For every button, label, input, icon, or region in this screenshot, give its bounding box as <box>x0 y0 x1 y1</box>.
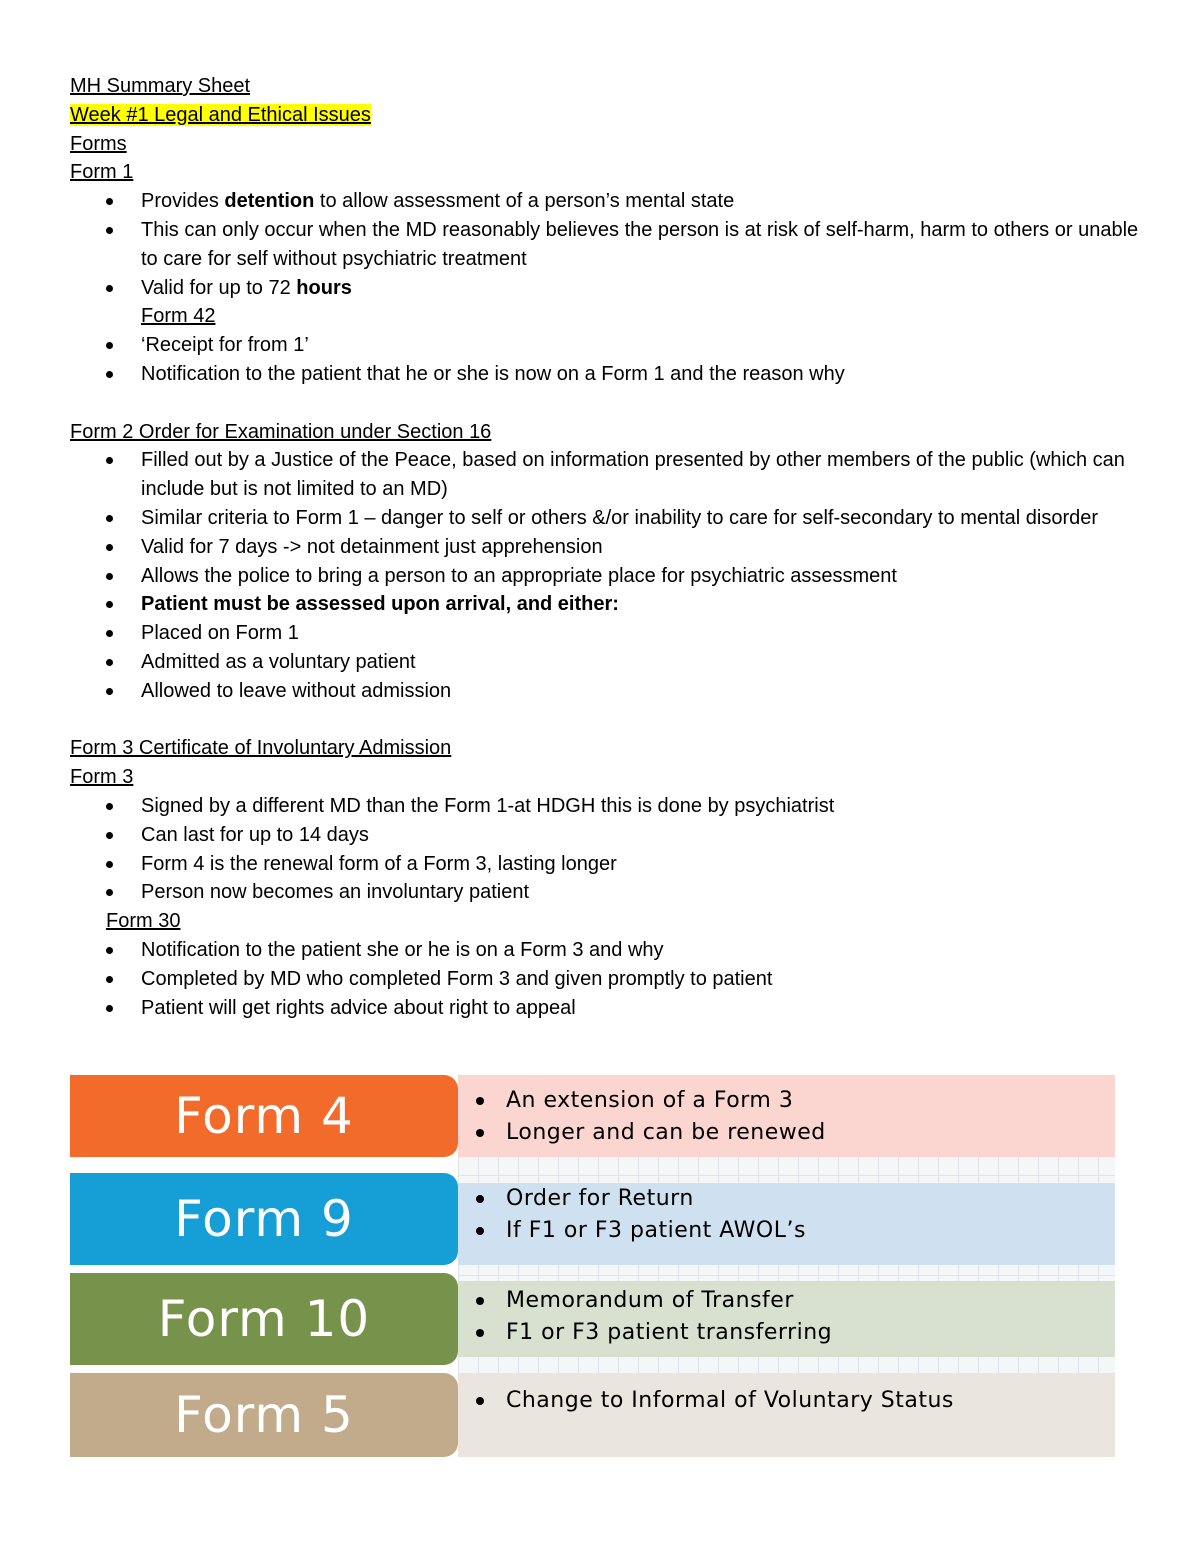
form9-desc <box>458 1183 1115 1265</box>
list-item: Memorandum of Transfer <box>506 1285 1115 1317</box>
list-item: Signed by a different MD than the Form 1-at HDGH this is done by psychiatrist <box>70 792 1140 821</box>
doc-title: MH Summary Sheet <box>70 75 251 97</box>
list-item: This can only occur when the MD reasonably believes the person is at risk of self-harm, harm to others or unable to care for self without psychiatric treatment <box>70 216 1140 274</box>
list-item: Person now becomes an involuntary patient <box>70 878 1140 907</box>
list-item: Can last for up to 14 days <box>70 821 1140 850</box>
list-item: Change to Informal of Voluntary Status <box>506 1385 1115 1417</box>
form42-heading: Form 42 <box>141 305 216 328</box>
list-item: Provides detention to allow assessment of a person’s mental state <box>70 187 1140 216</box>
list-item: Patient must be assessed upon arrival, and either: <box>70 590 1140 619</box>
list-item: Similar criteria to Form 1 – danger to self or others &/or inability to care for self-secondary to mental disorder <box>70 504 1140 533</box>
list-item: Longer and can be renewed <box>506 1117 1115 1149</box>
list-item: Order for Return <box>506 1183 1115 1215</box>
form5-label: Form 5 <box>70 1373 458 1457</box>
form42-list <box>70 331 1140 389</box>
forms-graphic <box>70 1075 1115 1457</box>
form4-desc <box>458 1075 1115 1157</box>
list-item: If F1 or F3 patient AWOL’s <box>506 1215 1115 1247</box>
form10-row <box>70 1273 1115 1365</box>
list-item: Allows the police to bring a person to an appropriate place for psychiatric assessment <box>70 562 1140 591</box>
list-item: Filled out by a Justice of the Peace, based on information presented by other members of the public (which can include but is not limited to an MD) <box>70 446 1140 504</box>
form3-list <box>70 792 1140 907</box>
list-item: Valid for 7 days -> not detainment just apprehension <box>70 533 1140 562</box>
form4-row <box>70 1075 1115 1157</box>
list-item: Notification to the patient she or he is on a Form 3 and why <box>70 936 1140 965</box>
list-item: Completed by MD who completed Form 3 and given promptly to patient <box>70 965 1140 994</box>
form30-heading: Form 30 <box>106 910 181 933</box>
form2-list <box>70 446 1140 705</box>
list-item: Patient will get rights advice about right to appeal <box>70 994 1140 1023</box>
form2-heading: Form 2 Order for Examination under Section 16 <box>70 420 492 443</box>
list-item: Valid for up to 72 hours <box>70 274 1140 303</box>
list-item: Admitted as a voluntary patient <box>70 648 1140 677</box>
form3-subheading: Form 3 <box>70 766 134 789</box>
list-item: Form 4 is the renewal form of a Form 3, lasting longer <box>70 850 1140 879</box>
form5-row <box>70 1373 1115 1457</box>
form9-label: Form 9 <box>70 1173 458 1265</box>
form10-label: Form 10 <box>70 1273 458 1365</box>
summary-text <box>70 72 1140 1022</box>
form10-desc <box>458 1281 1115 1357</box>
form9-row <box>70 1173 1115 1265</box>
list-item: Allowed to leave without admission <box>70 677 1140 706</box>
form30-list <box>70 936 1140 1022</box>
list-item: F1 or F3 patient transferring <box>506 1317 1115 1349</box>
form3-heading: Form 3 Certificate of Involuntary Admission <box>70 737 452 760</box>
list-item: An extension of a Form 3 <box>506 1085 1115 1117</box>
list-item: Notification to the patient that he or she is now on a Form 1 and the reason why <box>70 360 1140 389</box>
form1-list <box>70 187 1140 302</box>
list-item: Placed on Form 1 <box>70 619 1140 648</box>
form5-desc <box>458 1373 1115 1457</box>
week-title: Week #1 Legal and Ethical Issues <box>70 103 371 126</box>
form1-heading: Form 1 <box>70 161 134 184</box>
forms-heading: Forms <box>70 132 127 155</box>
list-item: ‘Receipt for from 1’ <box>70 331 1140 360</box>
form4-label: Form 4 <box>70 1075 458 1157</box>
